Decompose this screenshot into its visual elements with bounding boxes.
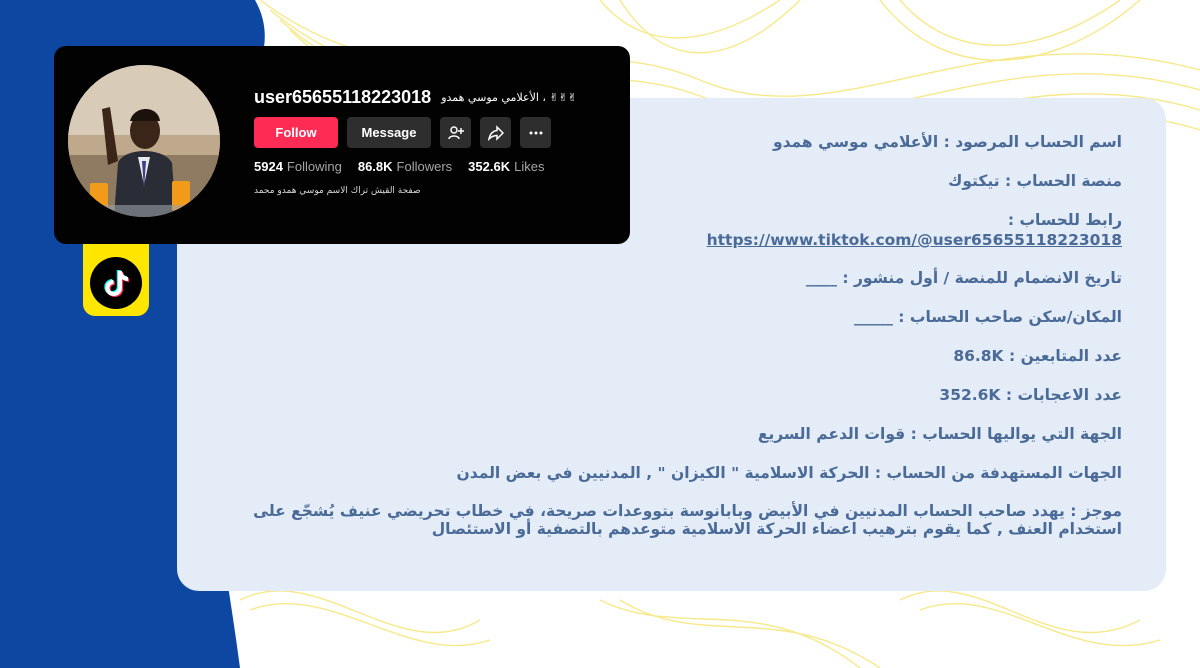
- profile-stats: [254, 159, 544, 174]
- share-button[interactable]: [480, 117, 511, 148]
- following-count: 5924: [254, 159, 283, 174]
- share-icon: [488, 125, 504, 141]
- username: user65655118223018: [254, 86, 432, 107]
- tiktok-badge: [83, 244, 149, 316]
- targets-value: الحركة الاسلامية " الكيزان " , المدنيين في بعض المدن: [456, 464, 870, 482]
- location-line: [222, 307, 1122, 346]
- profile-actions: [254, 117, 551, 148]
- add-friend-icon: [448, 125, 464, 141]
- summary-value: يهدد صاحب الحساب المدنيين في الأبيض وبابانوسة بتووعدات صريحة، في خطاب تحريضي عنيف يُشجّع على استخدام العنف , كما يقوم بترهيب اعضاء الحركة الاسلامية متوعدهم بالتصفية أو الاستئصال: [253, 502, 1122, 538]
- follow-button[interactable]: Follow: [254, 117, 338, 148]
- message-button[interactable]: Message: [347, 117, 431, 148]
- more-button[interactable]: [520, 117, 551, 148]
- targets-label: الجهات المستهدفة من الحساب :: [874, 464, 1122, 482]
- account-link[interactable]: https://www.tiktok.com/@user65655118223018: [706, 231, 1122, 249]
- likes-stat-label: Likes: [514, 159, 545, 174]
- likes-count: 352.6K: [468, 159, 511, 174]
- likes-stat: [468, 159, 544, 174]
- avatar: [68, 65, 220, 217]
- followers-stat-label: Followers: [396, 159, 453, 174]
- targets-line: [222, 463, 1122, 502]
- join-date-line: [222, 268, 1122, 307]
- account-link-label: رابط للحساب :: [1007, 211, 1122, 229]
- join-date-label: تاريخ الانضمام للمنصة / أول منشور :: [842, 269, 1122, 287]
- profile-name-row: [254, 84, 577, 110]
- followers-label: عدد المتابعين :: [1008, 347, 1122, 365]
- join-date-value: ____: [806, 269, 837, 287]
- more-icon: [528, 125, 544, 141]
- account-name-label: اسم الحساب المرصود :: [943, 133, 1122, 151]
- summary-label: موجز :: [1070, 502, 1122, 520]
- affiliation-value: قوات الدعم السريع: [757, 425, 906, 443]
- following-stat[interactable]: [254, 159, 342, 174]
- followers-stat[interactable]: [358, 159, 452, 174]
- summary-line: [222, 502, 1122, 538]
- likes-line: [222, 385, 1122, 424]
- add-friend-button[interactable]: [440, 117, 471, 148]
- following-label: Following: [286, 159, 342, 174]
- tiktok-profile-card: [54, 46, 630, 244]
- profile-bio: صفحة القيش تراك الاسم موسي همدو محمد: [254, 186, 421, 196]
- location-value: _____: [854, 308, 893, 326]
- likes-label: عدد الاعجابات :: [1005, 386, 1122, 404]
- affiliation-label: الجهة التي يواليها الحساب :: [910, 425, 1122, 443]
- location-label: المكان/سكن صاحب الحساب :: [898, 308, 1122, 326]
- account-name-value: الأعلامي موسي همدو: [772, 133, 939, 151]
- platform-value: تيكتوك: [948, 172, 1000, 190]
- likes-value: 352.6K: [939, 386, 1001, 404]
- followers-line: [222, 346, 1122, 385]
- platform-label: منصة الحساب :: [1004, 172, 1122, 190]
- nickname: ✌✌✌ ، الأعلامي موسي همدو: [441, 90, 578, 104]
- followers-value: 86.8K: [953, 347, 1004, 365]
- affiliation-line: [222, 424, 1122, 463]
- followers-count: 86.8K: [357, 159, 393, 174]
- tiktok-logo-icon: [90, 257, 142, 309]
